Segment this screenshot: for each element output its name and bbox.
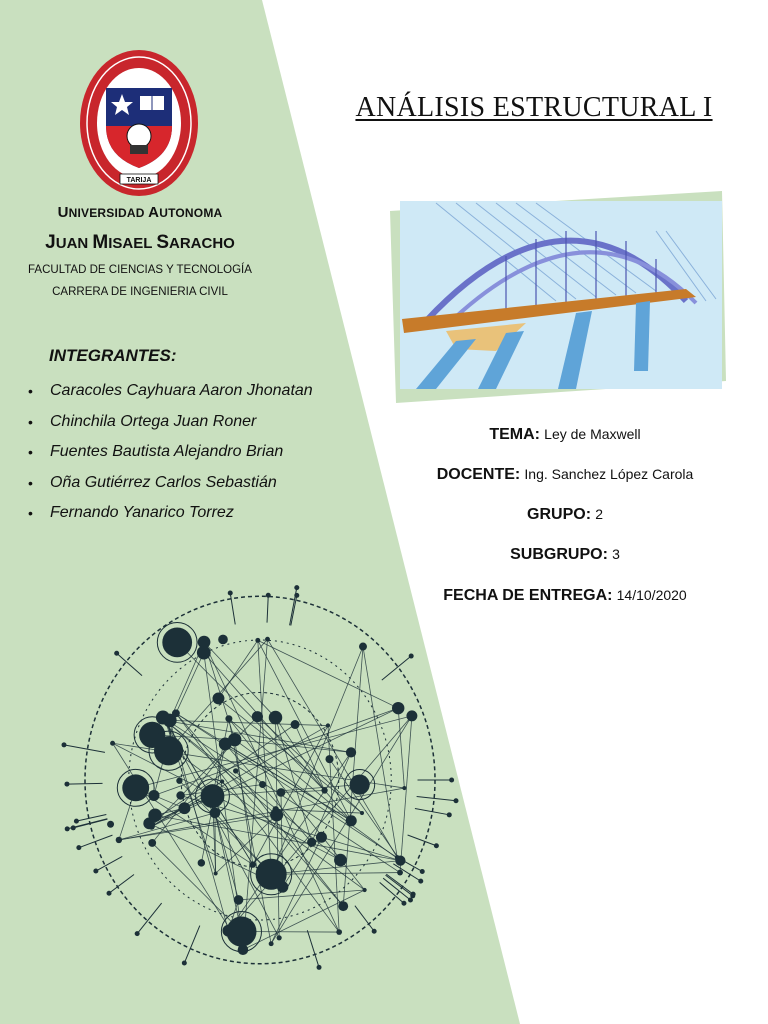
member-name: Chinchila Ortega Juan Roner: [50, 412, 257, 430]
list-item: [28, 376, 313, 407]
bullet: •: [28, 505, 33, 521]
university-name-line1: [0, 204, 280, 221]
info-docente: [390, 466, 740, 484]
university-name-line2: [0, 232, 280, 254]
docente-value: Ing. Sanchez López Carola: [524, 466, 694, 482]
network-sphere-illustration: [60, 565, 460, 995]
bullet: •: [28, 413, 33, 430]
list-item: [28, 437, 313, 468]
integrantes-heading: INTEGRANTES:: [49, 346, 177, 365]
member-name: Caracoles Cayhuara Aaron Jhonatan: [50, 382, 313, 399]
grupo-value: 2: [595, 506, 603, 522]
info-tema: [390, 426, 740, 444]
bridge-illustration: [386, 191, 726, 403]
page-title: ANÁLISIS ESTRUCTURAL I: [355, 92, 713, 123]
uni-l2-rest2: ISAEL: [108, 235, 157, 252]
uni-l2-rest1: UAN: [55, 235, 93, 252]
uni-l1-rest1: NIVERSIDAD: [68, 206, 149, 220]
subgrupo-value: 3: [612, 546, 620, 562]
list-item: [28, 468, 313, 499]
bullet: •: [28, 474, 33, 491]
list-item: [28, 407, 313, 438]
uni-l1-rest2: UTONOMA: [159, 206, 223, 220]
fecha-value: 14/10/2020: [616, 587, 687, 603]
university-seal-icon: [78, 48, 200, 198]
bullet: •: [28, 444, 33, 460]
career-name: CARRERA DE INGENIERIA CIVIL: [52, 286, 228, 298]
uni-l1-cap1: U: [57, 204, 69, 221]
tema-value: Ley de Maxwell: [544, 426, 641, 442]
member-name: Oña Gutiérrez Carlos Sebastián: [50, 473, 277, 491]
info-grupo: [390, 506, 740, 524]
docente-label: DOCENTE:: [436, 466, 521, 483]
members-list: [28, 376, 313, 529]
seal-city-text: TARIJA: [126, 177, 152, 184]
uni-l2-cap2: M: [92, 232, 109, 253]
subgrupo-label: SUBGRUPO:: [510, 546, 608, 563]
member-name: Fuentes Bautista Alejandro Brian: [50, 443, 284, 460]
uni-l2-cap3: S: [156, 232, 169, 253]
uni-l2-cap1: J: [45, 232, 56, 253]
uni-l2-rest3: ARACHO: [169, 235, 235, 252]
info-subgrupo: [390, 546, 740, 564]
tema-label: TEMA:: [489, 426, 540, 443]
list-item: [28, 498, 313, 529]
bullet: •: [28, 383, 33, 399]
faculty-name: FACULTAD DE CIENCIAS Y TECNOLOGÍA: [28, 264, 252, 276]
grupo-label: GRUPO:: [527, 506, 592, 523]
member-name: Fernando Yanarico Torrez: [50, 504, 234, 521]
uni-l1-cap2: A: [148, 204, 160, 221]
fecha-label: FECHA DE ENTREGA:: [443, 587, 613, 604]
